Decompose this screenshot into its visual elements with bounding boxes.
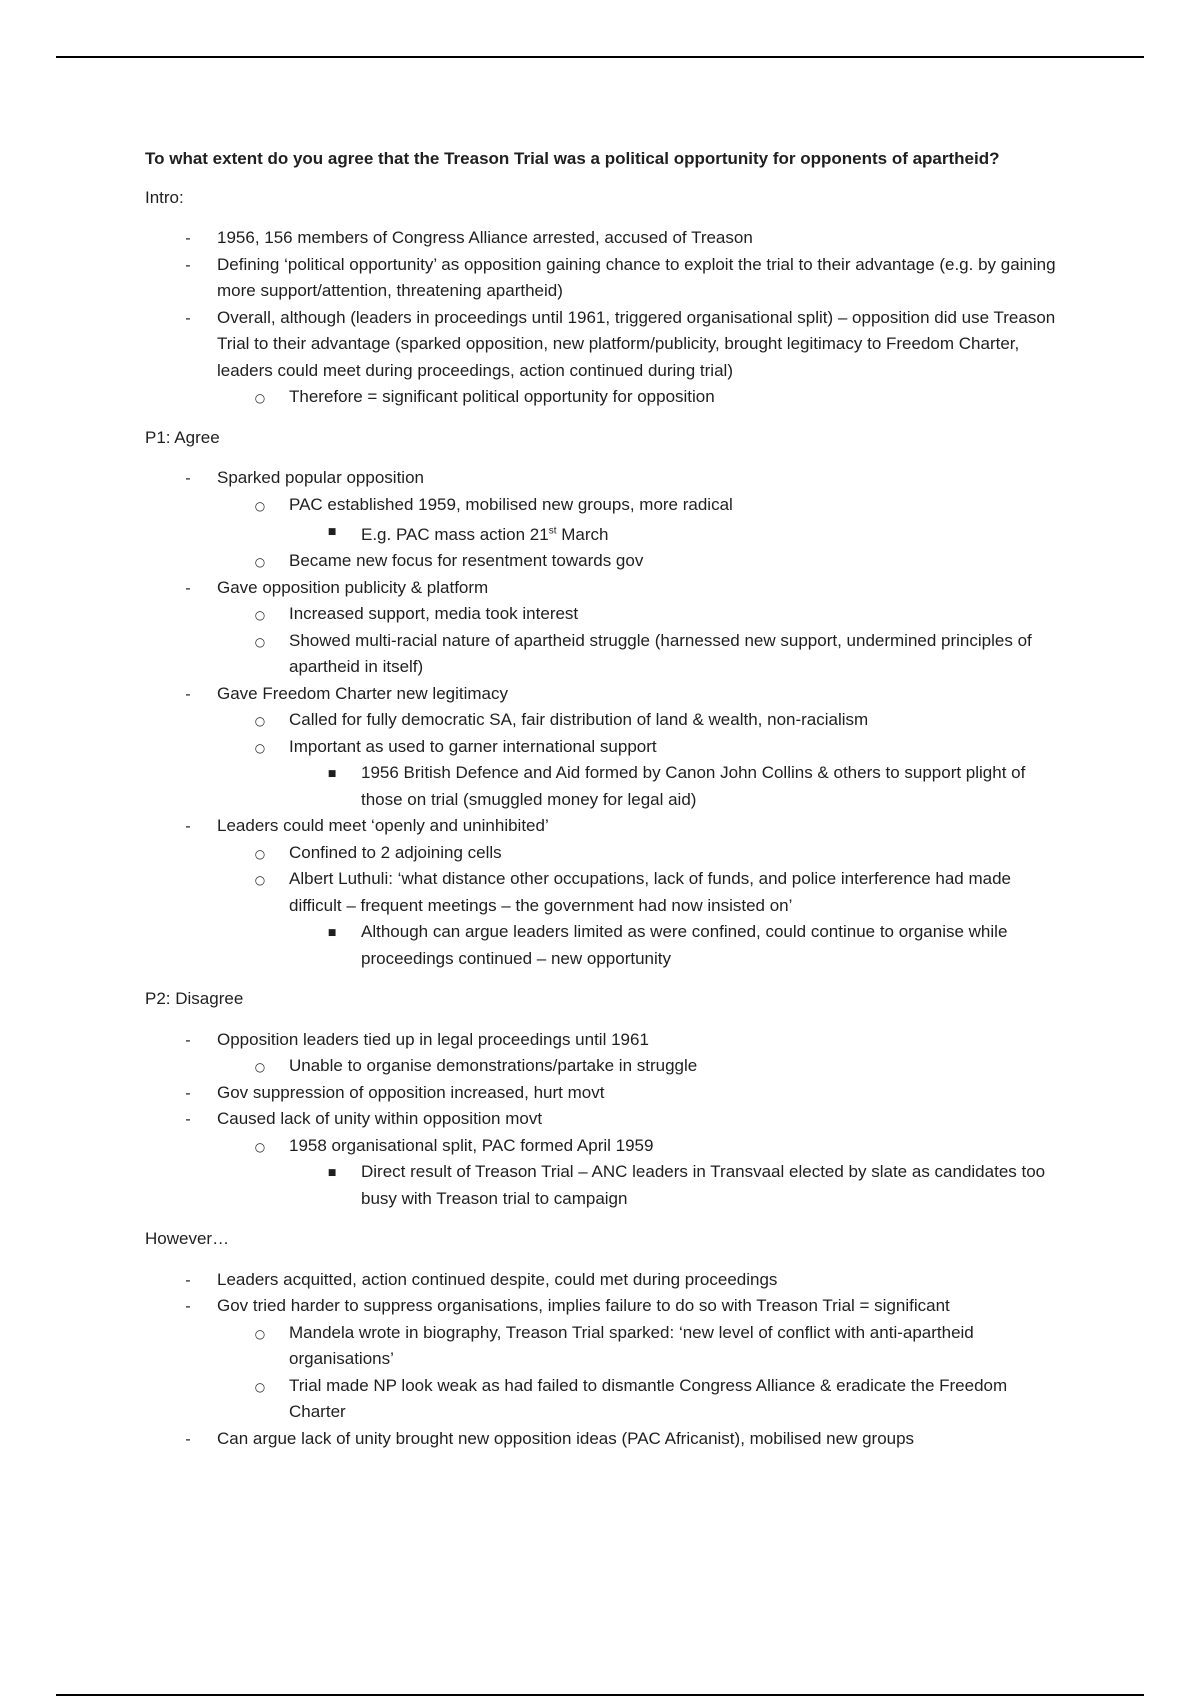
bullet-marker-icon: - bbox=[185, 1429, 191, 1448]
bullet-marker-icon: - bbox=[185, 1083, 191, 1102]
list-item-text: Therefore = significant political opportunity for opposition bbox=[289, 387, 715, 406]
list-item bbox=[289, 919, 1065, 972]
footer-rule bbox=[56, 1694, 1144, 1696]
bullet-marker-icon: ○ bbox=[254, 1060, 266, 1075]
bullet-marker-icon: - bbox=[185, 1270, 191, 1289]
list-item bbox=[145, 1293, 1065, 1426]
list-item-text: 1956, 156 members of Congress Alliance arrested, accused of Treason bbox=[217, 228, 753, 247]
bullet-list-level-1 bbox=[145, 465, 1065, 972]
bullet-marker-icon: ○ bbox=[254, 634, 266, 649]
list-item-text: Important as used to garner international support bbox=[289, 736, 657, 756]
bullet-marker-icon: ○ bbox=[254, 740, 266, 755]
bullet-marker-icon: - bbox=[185, 684, 191, 703]
bullet-list-level-1 bbox=[145, 225, 1065, 411]
list-item bbox=[145, 1426, 1065, 1453]
bullet-marker-icon: ○ bbox=[254, 498, 266, 513]
header-rule bbox=[56, 56, 1144, 58]
bullet-marker-icon: - bbox=[185, 229, 191, 247]
list-item bbox=[145, 813, 1065, 972]
bullet-marker-icon: - bbox=[185, 255, 191, 274]
bullet-marker-icon: ■ bbox=[327, 769, 337, 780]
bullet-marker-icon: ○ bbox=[254, 608, 266, 623]
bullet-list-level-2 bbox=[217, 384, 1065, 411]
list-item-text: Although can argue leaders limited as were confined, could continue to organise while proceedings continued – new opportunity bbox=[361, 922, 1008, 968]
section-heading: P1: Agree bbox=[145, 427, 220, 447]
list-item bbox=[217, 384, 1065, 411]
list-item-text: Gov suppression of opposition increased, hurt movt bbox=[217, 1082, 605, 1102]
list-item bbox=[289, 1159, 1065, 1212]
list-item bbox=[289, 760, 1065, 813]
list-item bbox=[217, 734, 1065, 814]
list-item-text: Showed multi-racial nature of apartheid struggle (harnessed new support, undermined principles of apartheid in itself) bbox=[289, 630, 1032, 677]
list-item-text: Caused lack of unity within opposition movt bbox=[217, 1109, 543, 1129]
section-heading: P2: Disagree bbox=[145, 989, 244, 1009]
bullet-marker-icon: ○ bbox=[254, 846, 266, 861]
list-item bbox=[145, 252, 1065, 305]
bullet-marker-icon: - bbox=[185, 308, 191, 327]
bullet-marker-icon: ○ bbox=[254, 873, 266, 888]
list-item-text: Defining ‘political opportunity’ as opposition gaining chance to exploit the trial to their advantage (e.g. by gaining more support/attention, threatening apartheid) bbox=[217, 254, 1056, 300]
section bbox=[145, 425, 1065, 973]
list-item bbox=[217, 1133, 1065, 1213]
list-item-text: Became new focus for resentment towards gov bbox=[289, 551, 644, 571]
bullet-marker-icon: - bbox=[185, 469, 191, 487]
list-item bbox=[217, 492, 1065, 549]
bullet-list-level-2 bbox=[217, 492, 1065, 575]
list-item bbox=[217, 840, 1065, 867]
section bbox=[145, 185, 1065, 411]
list-item-text: Gov tried harder to suppress organisations, implies failure to do so with Treason Trial = significant bbox=[217, 1296, 950, 1316]
bullet-list-level-2 bbox=[217, 1320, 1065, 1426]
list-item bbox=[145, 681, 1065, 814]
bullet-marker-icon: - bbox=[185, 1030, 191, 1049]
bullet-marker-icon: ■ bbox=[327, 527, 337, 537]
list-item bbox=[145, 1080, 1065, 1107]
list-item bbox=[145, 575, 1065, 681]
list-item bbox=[145, 1267, 1065, 1294]
section-heading: Intro: bbox=[145, 187, 184, 207]
sections-container bbox=[145, 185, 1065, 1453]
bullet-list-level-2 bbox=[217, 1133, 1065, 1213]
list-item bbox=[217, 601, 1065, 628]
bullet-marker-icon: ○ bbox=[254, 1379, 266, 1394]
bullet-marker-icon: ○ bbox=[254, 1139, 266, 1154]
list-item-text: Albert Luthuli: ‘what distance other occupations, lack of funds, and police interference had made difficult – frequent meetings – the government had now insisted on’ bbox=[289, 869, 1011, 915]
list-item-text: Unable to organise demonstrations/partake in struggle bbox=[289, 1056, 698, 1076]
list-item-text: PAC established 1959, mobilised new groups, more radical bbox=[289, 494, 733, 514]
bullet-list-level-2 bbox=[217, 840, 1065, 973]
bullet-list-level-2 bbox=[217, 601, 1065, 681]
list-item bbox=[217, 866, 1065, 972]
list-item bbox=[217, 548, 1065, 575]
bullet-marker-icon: ○ bbox=[254, 1326, 266, 1341]
bullet-marker-icon: - bbox=[185, 578, 191, 597]
list-item bbox=[217, 1053, 1065, 1080]
bullet-marker-icon: - bbox=[185, 1110, 191, 1129]
bullet-list-level-2 bbox=[217, 1053, 1065, 1080]
list-item-text: Opposition leaders tied up in legal proceedings until 1961 bbox=[217, 1029, 649, 1049]
bullet-marker-icon: - bbox=[185, 1297, 191, 1316]
list-item-text: 1958 organisational split, PAC formed April 1959 bbox=[289, 1135, 654, 1155]
list-item-text: Leaders could meet ‘openly and uninhibited’ bbox=[217, 816, 549, 836]
list-item-text: Direct result of Treason Trial – ANC leaders in Transvaal elected by slate as candidates too busy with Treason trial to campaign bbox=[361, 1162, 1046, 1208]
bullet-list-level-1 bbox=[145, 1027, 1065, 1213]
list-item-text: Confined to 2 adjoining cells bbox=[289, 842, 502, 862]
list-item bbox=[145, 1027, 1065, 1080]
bullet-list-level-2 bbox=[217, 707, 1065, 813]
list-item-text: Leaders acquitted, action continued despite, could met during proceedings bbox=[217, 1269, 778, 1289]
section bbox=[145, 1226, 1065, 1452]
list-item-text: 1956 British Defence and Aid formed by Canon John Collins & others to support plight of those on trial (smuggled money for legal aid) bbox=[361, 763, 1026, 809]
list-item-text: Increased support, media took interest bbox=[289, 604, 579, 624]
list-item-text: Called for fully democratic SA, fair distribution of land & wealth, non-racialism bbox=[289, 710, 869, 730]
bullet-list-level-3 bbox=[289, 919, 1065, 972]
list-item bbox=[217, 628, 1065, 681]
section-heading: However… bbox=[145, 1229, 230, 1249]
bullet-list-level-3 bbox=[289, 1159, 1065, 1212]
list-item-text: Mandela wrote in biography, Treason Trial sparked: ‘new level of conflict with anti-apartheid organisations’ bbox=[289, 1322, 974, 1369]
list-item bbox=[145, 465, 1065, 575]
document-body bbox=[145, 146, 1065, 1466]
bullet-list-level-3 bbox=[289, 760, 1065, 813]
list-item bbox=[289, 518, 1065, 548]
list-item-text: Overall, although (leaders in proceedings until 1961, triggered organisational split) – opposition did use Treason Trial to their advantage (sparked opposition, new platform/publicity, brought legitimacy to Freedom Charter, leaders could meet during proceedings, action continued during trial) bbox=[217, 307, 1056, 380]
list-item bbox=[217, 1320, 1065, 1373]
list-item bbox=[145, 1106, 1065, 1212]
list-item bbox=[145, 225, 1065, 252]
bullet-marker-icon: ○ bbox=[254, 714, 266, 729]
bullet-list-level-1 bbox=[145, 1267, 1065, 1453]
list-item bbox=[217, 1373, 1065, 1426]
bullet-marker-icon: ○ bbox=[254, 555, 266, 570]
list-item-text: Gave opposition publicity & platform bbox=[217, 577, 489, 597]
bullet-marker-icon: - bbox=[185, 817, 191, 836]
list-item-text: Gave Freedom Charter new legitimacy bbox=[217, 683, 509, 703]
list-item-text: E.g. PAC mass action 21st March bbox=[361, 524, 609, 544]
list-item-text: Sparked popular opposition bbox=[217, 468, 424, 487]
bullet-list-level-3 bbox=[289, 518, 1065, 548]
bullet-marker-icon: ■ bbox=[327, 1168, 337, 1179]
list-item-text: Trial made NP look weak as had failed to dismantle Congress Alliance & eradicate the Freedom Charter bbox=[289, 1375, 1008, 1422]
section bbox=[145, 986, 1065, 1212]
list-item bbox=[145, 305, 1065, 411]
bullet-marker-icon: ■ bbox=[327, 928, 337, 939]
list-item bbox=[217, 707, 1065, 734]
list-item-text: Can argue lack of unity brought new opposition ideas (PAC Africanist), mobilised new groups bbox=[217, 1428, 915, 1448]
bullet-marker-icon: ○ bbox=[254, 391, 266, 405]
document-title: To what extent do you agree that the Treason Trial was a political opportunity for opponents of apartheid? bbox=[145, 149, 1000, 168]
